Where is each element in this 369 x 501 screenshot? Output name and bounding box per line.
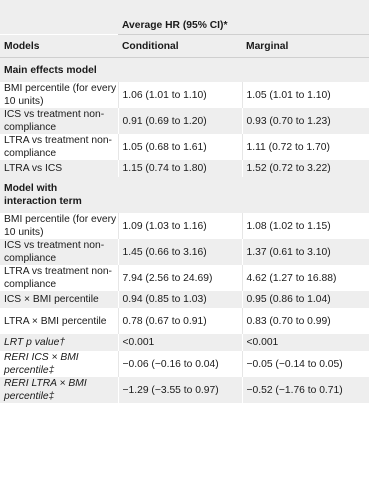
marginal-value: 0.83 (0.70 to 0.99) <box>242 308 369 334</box>
marginal-value: <0.001 <box>242 334 369 351</box>
section-header <box>0 58 369 83</box>
conditional-value: 1.15 (0.74 to 1.80) <box>118 160 242 177</box>
marginal-value: 1.05 (1.01 to 1.10) <box>242 82 369 108</box>
conditional-value: −0.06 (−0.16 to 0.04) <box>118 351 242 377</box>
row-label: BMI percentile (for every 10 units) <box>0 213 118 239</box>
marginal-value: −0.05 (−0.14 to 0.05) <box>242 351 369 377</box>
row-label: ICS × BMI percentile <box>0 291 118 308</box>
row-label: ICS vs treatment non-compliance <box>0 239 118 265</box>
table-row <box>0 160 369 177</box>
row-label: RERI ICS × BMI percentile‡ <box>0 351 118 377</box>
conditional-value: 1.06 (1.01 to 1.10) <box>118 82 242 108</box>
section-header <box>0 177 369 213</box>
marginal-value: 1.37 (0.61 to 3.10) <box>242 239 369 265</box>
marginal-value: 4.62 (1.27 to 16.88) <box>242 265 369 291</box>
conditional-value: 0.94 (0.85 to 1.03) <box>118 291 242 308</box>
conditional-value: 1.45 (0.66 to 3.16) <box>118 239 242 265</box>
row-label: LTRA vs ICS <box>0 160 118 177</box>
section-title: Main effects model <box>0 58 369 83</box>
conditional-value: 7.94 (2.56 to 24.69) <box>118 265 242 291</box>
table-row <box>0 291 369 308</box>
row-label: LRT p value† <box>0 334 118 351</box>
table-row <box>0 213 369 239</box>
models-header: Models <box>0 35 118 58</box>
table-row <box>0 308 369 334</box>
conditional-header: Conditional <box>118 35 242 58</box>
marginal-value: 1.08 (1.02 to 1.15) <box>242 213 369 239</box>
marginal-value: −0.52 (−1.76 to 0.71) <box>242 377 369 403</box>
row-label: RERI LTRA × BMI percentile‡ <box>0 377 118 403</box>
marginal-value: 0.93 (0.70 to 1.23) <box>242 108 369 134</box>
conditional-value: 1.05 (0.68 to 1.61) <box>118 134 242 160</box>
avg-hr-header: Average HR (95% CI)* <box>118 0 369 35</box>
marginal-value: 1.52 (0.72 to 3.22) <box>242 160 369 177</box>
row-label: LTRA × BMI percentile <box>0 308 118 334</box>
table-row <box>0 351 369 377</box>
row-label: LTRA vs treatment non-compliance <box>0 134 118 160</box>
marginal-header: Marginal <box>242 35 369 58</box>
section-title: Model with interaction term <box>0 177 369 213</box>
conditional-value: <0.001 <box>118 334 242 351</box>
conditional-value: 0.78 (0.67 to 0.91) <box>118 308 242 334</box>
marginal-value: 1.11 (0.72 to 1.70) <box>242 134 369 160</box>
header-row-top <box>0 0 369 35</box>
row-label: LTRA vs treatment non-compliance <box>0 265 118 291</box>
table-row <box>0 377 369 403</box>
row-label: ICS vs treatment non-compliance <box>0 108 118 134</box>
table-row <box>0 134 369 160</box>
table-row <box>0 239 369 265</box>
conditional-value: −1.29 (−3.55 to 0.97) <box>118 377 242 403</box>
conditional-value: 1.09 (1.03 to 1.16) <box>118 213 242 239</box>
table-row <box>0 265 369 291</box>
header-row-bottom <box>0 35 369 58</box>
table-row <box>0 334 369 351</box>
conditional-value: 0.91 (0.69 to 1.20) <box>118 108 242 134</box>
table-row <box>0 108 369 134</box>
table-row <box>0 82 369 108</box>
header-spacer <box>0 0 118 35</box>
marginal-value: 0.95 (0.86 to 1.04) <box>242 291 369 308</box>
row-label: BMI percentile (for every 10 units) <box>0 82 118 108</box>
